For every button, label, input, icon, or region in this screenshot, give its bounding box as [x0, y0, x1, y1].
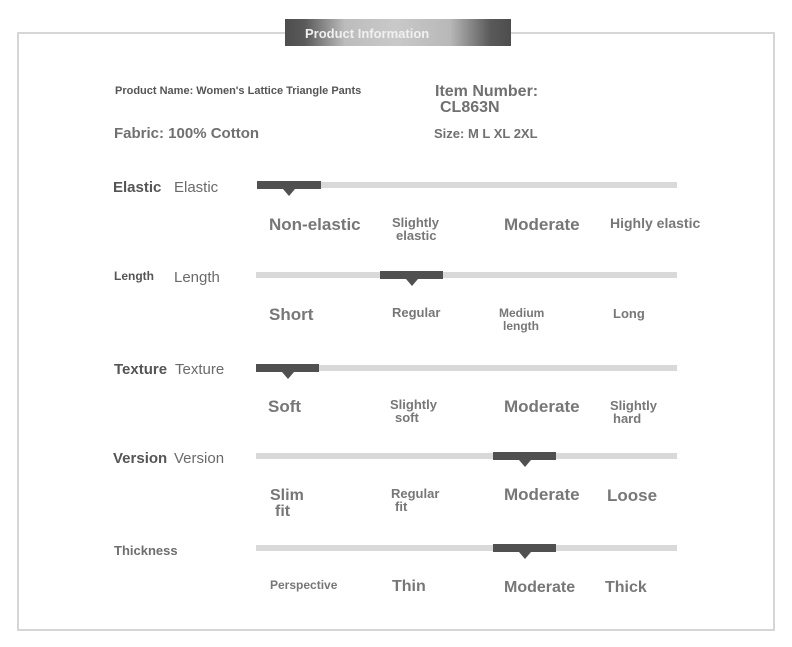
- length-option: Regular: [392, 305, 441, 320]
- thickness-option: Thick: [605, 579, 647, 596]
- item-number-value: CL863N: [440, 99, 500, 116]
- elastic-option: Moderate: [504, 215, 580, 234]
- thickness-option: Perspective: [270, 578, 338, 592]
- length-label-secondary: Length: [174, 269, 220, 286]
- product-name: Product Name: Women's Lattice Triangle Pants: [115, 85, 362, 97]
- version-option: Regular fit: [391, 486, 440, 514]
- texture-label: Texture: [114, 361, 168, 378]
- content-frame: [17, 32, 775, 631]
- item-number-label: Item Number:: [435, 83, 539, 100]
- length-label: Length: [114, 269, 154, 283]
- size-list: Size: M L XL 2XL: [434, 126, 538, 141]
- version-option: Loose: [607, 486, 658, 505]
- version-label-secondary: Version: [174, 450, 225, 467]
- thickness-option: Moderate: [504, 579, 576, 596]
- elastic-label-secondary: Elastic: [174, 179, 219, 196]
- texture-label-secondary: Texture: [175, 361, 225, 378]
- texture-option: Slightly hard: [610, 398, 657, 426]
- texture-scale-marker: [256, 364, 319, 372]
- thickness-option: Thin: [392, 578, 426, 595]
- elastic-option: Highly elastic: [610, 215, 701, 231]
- elastic-option: Slightly elastic: [392, 215, 439, 243]
- length-scale-marker: [380, 271, 443, 279]
- version-scale-marker: [493, 452, 556, 460]
- fabric: Fabric: 100% Cotton: [114, 125, 260, 142]
- thickness-label: Thickness: [114, 543, 178, 558]
- thickness-scale-track: [256, 545, 677, 551]
- length-option: Short: [269, 305, 314, 324]
- texture-scale-track: [256, 365, 677, 371]
- elastic-scale-marker: [257, 181, 321, 189]
- length-option: Medium length: [499, 306, 545, 333]
- version-option: Slim fit: [270, 487, 304, 520]
- item-number: [435, 84, 538, 116]
- version-label: Version: [113, 450, 168, 467]
- texture-option: Soft: [268, 397, 302, 416]
- page-title: Product Information: [305, 26, 430, 41]
- thickness-scale-marker: [493, 544, 556, 552]
- version-scale-track: [256, 453, 677, 459]
- length-scale-track: [256, 272, 677, 278]
- texture-option: Slightly soft: [390, 397, 437, 425]
- elastic-option: Non-elastic: [269, 215, 361, 234]
- version-option: Moderate: [504, 485, 580, 504]
- length-option: Long: [613, 306, 645, 321]
- texture-option: Moderate: [504, 397, 580, 416]
- elastic-label: Elastic: [113, 179, 162, 196]
